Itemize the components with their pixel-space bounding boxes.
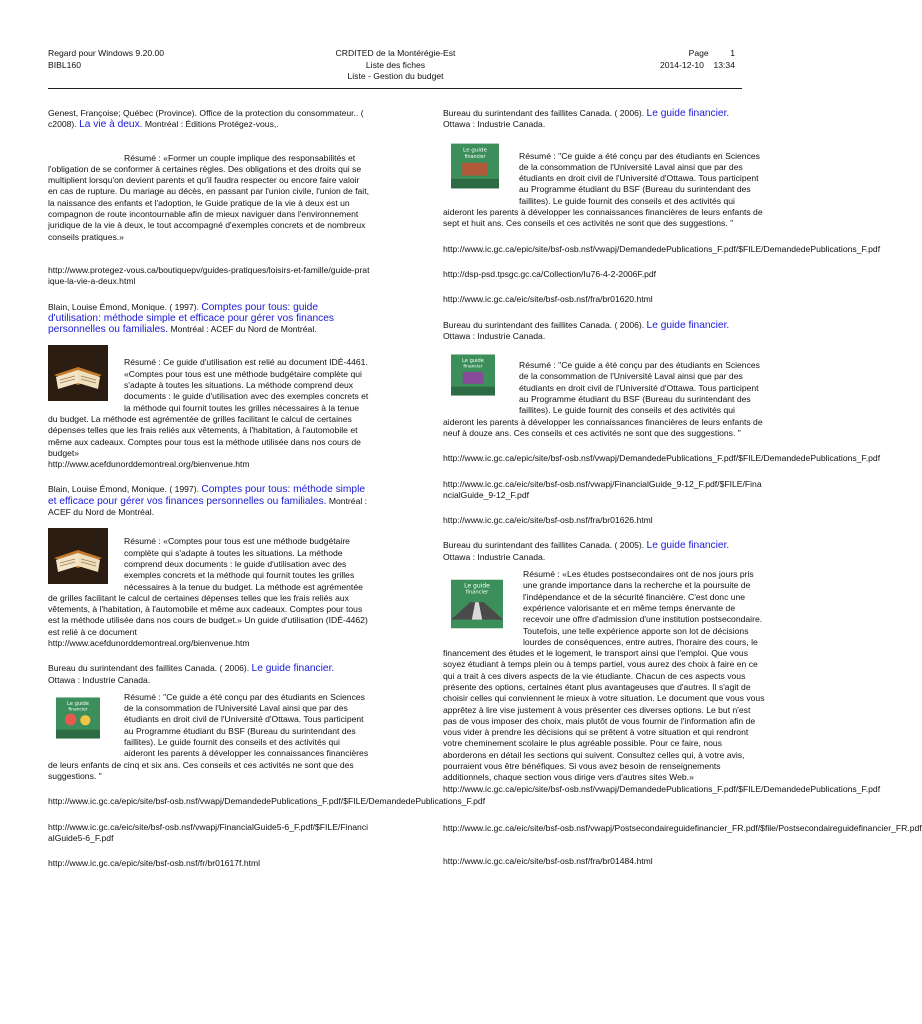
record-url[interactable]: http://www.acefdunorddemontreal.org/bienvenue.htm (48, 637, 250, 648)
record-reference: Genest, Françoise; Québec (Province). Office de la protection du consommateur.. ( c2008). La vie à deux. Montréal : Éditions Protégez-vous,. (48, 108, 364, 131)
record-title[interactable]: Comptes pour tous: guide d'utilisation: méthode simple et efficace pour gérer vos finances personnelles ou familiales. (48, 301, 335, 336)
record-title[interactable]: Le guide financier. (646, 319, 730, 331)
record-reference: Bureau du surintendant des faillites Canada. ( 2006). Le guide financier. Ottawa : Industrie Canada. (443, 108, 730, 130)
report-header-right (660, 48, 735, 71)
record-url[interactable]: http://www.ic.gc.ca/eic/site/bsf-osb.nsf/fra/br01484.html (443, 856, 653, 867)
record-3 (48, 484, 370, 649)
record-6 (443, 319, 881, 527)
svg-text:Le guide: Le guide (463, 147, 487, 154)
record-abstract: Résumé : «Les études postsecondaires ont de nos jours pris une grande importance dans la recherche et la poursuite de l'indépendance et de la sécurité financière. C'est donc une expérience valorisante et en même temps énervante de recevoir une offre d'admission d'une institution postsecondaire. Toutefois, une telle expérience apporte son lot de décisions lourdes de conséquences, entre autres, l'horaire des cours, le financement des études et le logement, le transport ainsi que l'emploi. Que vous soyez étudiant à temps plein ou à temps partiel, vous aurez des choix à faire en ce qui a trait à ces divers aspects de la vie étudiante. Chacun de ces aspects vous présente des options, certaines étant plus avantageuses que d'autres. Il s'agit de choisir celles qui conviennent le mieux à votre situation. Le document que vous vous apprêtez à lire vise justement à vous présenter ces diverses options. Le but n'est pas de vous imposer des choix, mais plutôt de vous fournir de l'information afin de vous vider à prendre les décisions qui se prêtent à votre situation et qui rendront votre cheminement scolaire le plus agréable possible. Pour ce faire, nous aborderons en détail les sections qui suivent. Consultez celles qui, à votre avis, pourraient vous être bénéfiques. Si vous avez besoin de renseignements additionnels, chaque section vous dirige vers d'autres sites Web.» (443, 569, 765, 783)
record-url[interactable]: http://dsp-psd.tpsgc.gc.ca/Collection/Iu76-4-2-2006F.pdf (443, 268, 657, 279)
record-url[interactable]: http://www.ic.gc.ca/eic/site/bsf-osb.nsf/fra/br01620.html (443, 294, 653, 305)
record-url[interactable]: http://www.ic.gc.ca/epic/site/bsf-osb.nsf/fr/br01617f.html (48, 858, 261, 869)
svg-text:Le guide: Le guide (464, 582, 490, 590)
record-abstract: Résumé : «Former un couple implique des responsabilités et l'obligation de se conformer à certaines règles. Des obligations et des droits qui se multiplient lorsqu'on devient parents et qu'il faudra respecter ou encore faire valoir en cas de rupture. Du mariage au décès, en passant par l'union civile, l'union de fait, la naissance des enfants et l'adoption, le Guide pratique de la vie à deux est un compagnon de route incontournable afin de mieux naviguer dans l'environnement juridique de la vie à deux, le tout accompagné d'exemples concrets et de nombreux conseils pratiques.» (48, 152, 369, 242)
record-title[interactable]: Comptes pour tous: méthode simple et efficace pour gérer vos finances personnelles ou familiales. (48, 484, 366, 507)
svg-text:Le guide: Le guide (67, 700, 89, 707)
page-label: Page (688, 48, 709, 58)
record-4 (48, 663, 486, 869)
right-column (443, 108, 922, 882)
organization-name: CRDITED de la Montérégie-Est (335, 48, 456, 58)
record-url[interactable]: http://www.ic.gc.ca/epic/site/bsf-osb.nsf/vwapj/DemandedePublications_F.pdf/$FILE/DemandedePublications_F.pdf (443, 243, 881, 254)
record-title[interactable]: La vie à deux. (79, 119, 143, 131)
record-7 (443, 540, 922, 867)
record-title[interactable]: Le guide financier. (646, 108, 730, 119)
record-reference: Blain, Louise Émond, Monique. ( 1997). Comptes pour tous: guide d'utilisation: méthode simple et efficace pour gérer vos finances personnelles ou familiales. Montréal : ACEF du Nord de Montréal. (48, 301, 335, 336)
record-url[interactable]: http://www.protegez-vous.ca/boutiquepv/guides-pratiques/loisirs-et-famille/guide-pratique-la-vie-a-deux.html (48, 264, 370, 287)
record-abstract: Résumé : «Comptes pour tous est une méthode budgétaire complète qui s'adapte à toutes les situations. La méthode comprend deux documents : le guide d'utilisation avec des exemples concrets et la méthode qui fournit toutes les grilles nécessaires à la tenue du budget. La méthode est agrémentée de grilles facilitant le calcul de certaines dépenses telles que les frais reliés aux vêtements, à l'habitation, à l'automobile et même aux cadeaux. Comptes pour tous est la méthode utilisée dans nos cours de budget.» Un guide d'utilisation (IDÉ-4462) est relié à ce document (48, 536, 368, 637)
guide-cover-image (451, 346, 495, 404)
guide-cover-image (56, 690, 100, 746)
record-url[interactable]: http://www.ic.gc.ca/eic/site/bsf-osb.nsf/fra/br01626.html (443, 515, 653, 526)
record-abstract: Résumé : "Ce guide a été conçu par des étudiants en Sciences de la consommation de l'Université Laval ainsi que par des étudiants en droit civil de l'Université d'Ottawa. Tous participent au Programme étudiant du BSF (Bureau du surintendant des faillites). Le guide fournit des conseils et des activités qui aideront les parents à développer les connaissances financières de leurs enfants de sept et huit ans. Ces conseils et ces activités ne sont que des suggestions. " (443, 150, 763, 229)
book-cover-image (48, 528, 108, 584)
record-abstract: Résumé : Ce guide d'utilisation est relié au document IDÉ-4461. «Comptes pour tous est une méthode budgétaire complète qui s'adapte à toutes les situations. La méthode comprend deux documents : le guide d'utilisation avec des exemples concrets et la méthode qui fournit toutes les grilles nécessaires à la tenue du budget. La méthode est agrémentée de grilles facilitant le calcul de certaines dépenses telles que les frais reliés aux vêtements, à l'habitation, à l'automobile et même aux cadeaux. Comptes pour tous est la méthode utilisée dans nos cours de budget» (48, 357, 369, 458)
record-1 (48, 108, 370, 288)
record-url[interactable]: http://www.ic.gc.ca/epic/site/bsf-osb.nsf/vwapj/DemandedePublications_F.pdf/$FILE/DemandedePublications_F.pdf (48, 796, 486, 807)
report-type: Liste des fiches (365, 59, 426, 70)
record-url[interactable]: http://www.ic.gc.ca/eic/site/bsf-osb.nsf/vwapj/Postsecondaireguidefinancier_FR.pdf/$file/Postsecondaireguidefinancier_FR.pdf (443, 822, 922, 833)
software-version: Regard pour Windows 9.20.00 (48, 48, 165, 58)
svg-text:financier: financier (465, 589, 489, 596)
guide-cover-image (451, 135, 499, 197)
record-reference: Bureau du surintendant des faillites Canada. ( 2006). Le guide financier. Ottawa : Industrie Canada. (443, 319, 730, 341)
record-url[interactable]: http://www.acefdunorddemontreal.org/bienvenue.htm (48, 459, 250, 470)
report-code: BIBL160 (48, 59, 81, 70)
record-abstract: Résumé : "Ce guide a été conçu par des étudiants en Sciences de la consommation de l'Université Laval ainsi que par des étudiants en droit civil de l'Université d'Ottawa. Tous participent au Programme étudiant du BSF (Bureau du surintendant des faillites). Le guide fournit des conseils et des activités qui aideront les parents à développer les connaissances financières de leurs enfants de neuf à douze ans. Ces conseils et ces activités ne sont que des suggestions. " (443, 360, 763, 438)
page-number: 1 (730, 48, 735, 58)
svg-text:financier: financier (464, 154, 486, 160)
book-cover-image (48, 345, 108, 401)
record-5 (443, 108, 881, 306)
left-column (48, 108, 486, 883)
report-date: 2014-12-10 (659, 59, 704, 70)
record-reference: Bureau du surintendant des faillites Canada. ( 2006). Le guide financier. Ottawa : Industrie Canada. (48, 663, 335, 685)
record-title[interactable]: Le guide financier. (251, 663, 335, 675)
record-2 (48, 302, 370, 471)
record-url[interactable]: http://www.ic.gc.ca/epic/site/bsf-osb.nsf/vwapj/DemandedePublications_F.pdf/$FILE/DemandedePublications_F.pdf (443, 783, 881, 794)
record-url[interactable]: http://www.ic.gc.ca/eic/site/bsf-osb.nsf/vwapj/FinancialGuide_9-12_F.pdf/$FILE/FinancialGuide_9-12_F.pdf (443, 478, 762, 500)
record-url[interactable]: http://www.ic.gc.ca/eic/site/bsf-osb.nsf/vwapj/FinancialGuide5-6_F.pdf/$FILE/FinancialGuide5-6_F.pdf (48, 821, 369, 843)
report-time: 13:34 (713, 59, 735, 70)
svg-text:financier: financier (68, 707, 88, 713)
record-url[interactable]: http://www.ic.gc.ca/epic/site/bsf-osb.nsf/vwapj/DemandedePublications_F.pdf/$FILE/DemandedePublications_F.pdf (443, 453, 881, 464)
record-reference: Bureau du surintendant des faillites Canada. ( 2005). Le guide financier. Ottawa : Industrie Canada. (443, 540, 730, 562)
header-divider (48, 88, 742, 89)
list-name: Liste - Gestion du budget (347, 71, 444, 81)
record-title[interactable]: Le guide financier. (646, 540, 730, 552)
record-abstract: Résumé : "Ce guide a été conçu par des étudiants en Sciences de la consommation de l'Université Laval ainsi que par des étudiants en droit civil de l'Université d'Ottawa. Tous participent au Programme étudiant du BSF (Bureau du surintendant des faillites). Le guide fournit des conseils et des activités qui aideront les parents à développer les connaissances financières de leurs enfants de cinq et six ans. Ces conseils et ces activités ne sont que des suggestions. " (48, 691, 369, 781)
svg-text:financier: financier (463, 364, 483, 370)
record-reference: Blain, Louise Émond, Monique. ( 1997). Comptes pour tous: méthode simple et efficace pour gérer vos finances personnelles ou familiales. Montréal : ACEF du Nord de Montréal. (48, 484, 368, 518)
guide-cover-image (451, 567, 503, 641)
svg-text:Le guide: Le guide (462, 357, 484, 364)
